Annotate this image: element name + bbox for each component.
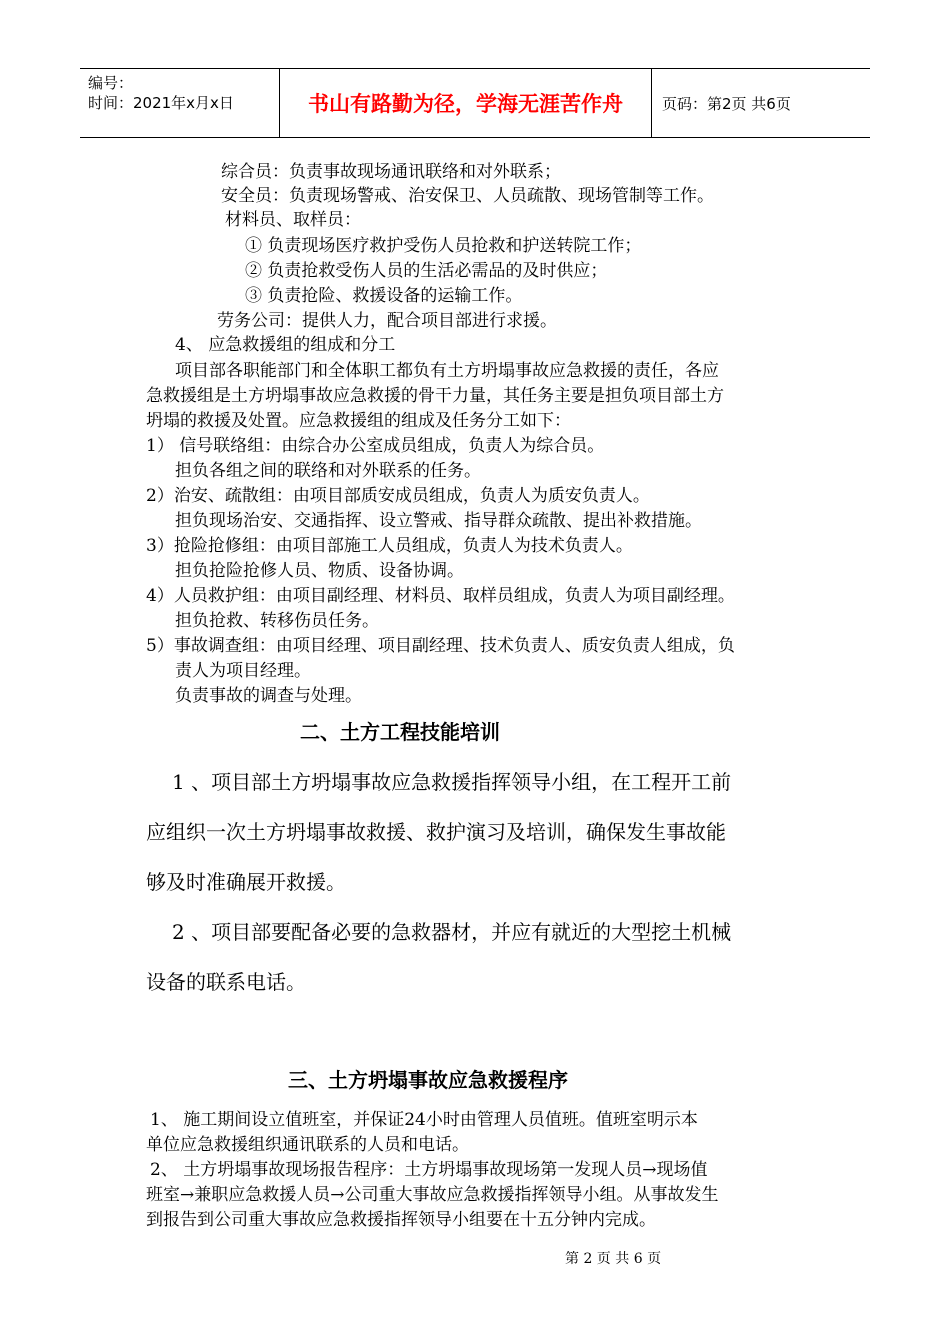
body-line: 劳务公司：提供人力，配合项目部进行求援。 [217,311,557,331]
list-item: 2）治安、疏散组：由项目部质安成员组成，负责人为质安负责人。 [146,486,650,506]
body-line: ① 负责现场医疗救护受伤人员抢救和护送转院工作； [245,236,642,256]
body-line: 2 、项目部要配备必要的急救器材，并应有就近的大型挖土机械 [172,920,732,944]
body-line: 担负各组之间的联络和对外联系的任务。 [175,461,481,481]
list-item: 3）抢险抢修组：由项目部施工人员组成，负责人为技术负责人。 [146,536,633,556]
body-line: ② 负责抢救受伤人员的生活必需品的及时供应； [245,261,608,281]
body-line: 1、 施工期间设立值班室，并保证24小时由管理人员值班。值班室明示本 [150,1110,698,1130]
body-line: 负责事故的调查与处理。 [175,686,362,706]
body-line: 安全员：负责现场警戒、治安保卫、人员疏散、现场管制等工作。 [221,186,714,206]
page-header [80,68,870,138]
body-line: 综合员：负责事故现场通讯联络和对外联系； [221,162,561,182]
body-line: 坍塌的救援及处置。应急救援组的组成及任务分工如下： [146,411,571,431]
body-line: 设备的联系电话。 [146,970,306,994]
header-page-info: 页码：第2页 共6页 [662,94,791,113]
section-title: 二、土方工程技能培训 [300,720,500,744]
body-line: 项目部各职能部门和全体职工都负有土方坍塌事故应急救援的责任，各应 [175,361,719,381]
list-item: 5）事故调查组：由项目经理、项目副经理、技术负责人、质安负责人组成，负 [146,636,735,656]
subsection-heading: 4、 应急救援组的组成和分工 [175,335,396,355]
body-line: 急救援组是土方坍塌事故应急救援的骨干力量，其任务主要是担负项目部土方 [146,386,724,406]
header-motto: 书山有路勤为径，学海无涯苦作舟 [280,69,652,137]
body-line: 到报告到公司重大事故应急救援指挥领导小组要在十五分钟内完成。 [146,1210,656,1230]
time-label: 时间：2021年x月x日 [88,94,234,112]
body-line: 单位应急救援组织通讯联系的人员和电话。 [146,1135,469,1155]
page-footer: 第 2 页 共 6 页 [565,1251,662,1267]
body-line: 1 、项目部土方坍塌事故应急救援指挥领导小组，在工程开工前 [172,770,732,794]
body-line: 担负抢险抢修人员、物质、设备协调。 [175,561,464,581]
body-line: 应组织一次土方坍塌事故救援、救护演习及培训，确保发生事故能 [146,820,726,844]
list-item: 4）人员救护组：由项目副经理、材料员、取样员组成，负责人为项目副经理。 [146,586,735,606]
body-line: 责人为项目经理。 [175,661,311,681]
body-line: ③ 负责抢险、救援设备的运输工作。 [245,286,523,306]
body-line: 担负抢救、转移伤员任务。 [175,611,379,631]
body-line: 够及时准确展开救援。 [146,870,346,894]
list-item: 1） 信号联络组：由综合办公室成员组成，负责人为综合员。 [146,436,605,456]
body-line: 班室→兼职应急救援人员→公司重大事故应急救援指挥领导小组。从事故发生 [146,1185,719,1205]
body-line: 材料员、取样员： [225,210,361,230]
section-title: 三、土方坍塌事故应急救援程序 [288,1068,568,1092]
header-left-cell [80,69,280,137]
body-line: 担负现场治安、交通指挥、设立警戒、指导群众疏散、提出补救措施。 [175,511,702,531]
body-line: 2、 土方坍塌事故现场报告程序：土方坍塌事故现场第一发现人员→现场值 [150,1160,708,1180]
number-label: 编号： [88,74,134,92]
